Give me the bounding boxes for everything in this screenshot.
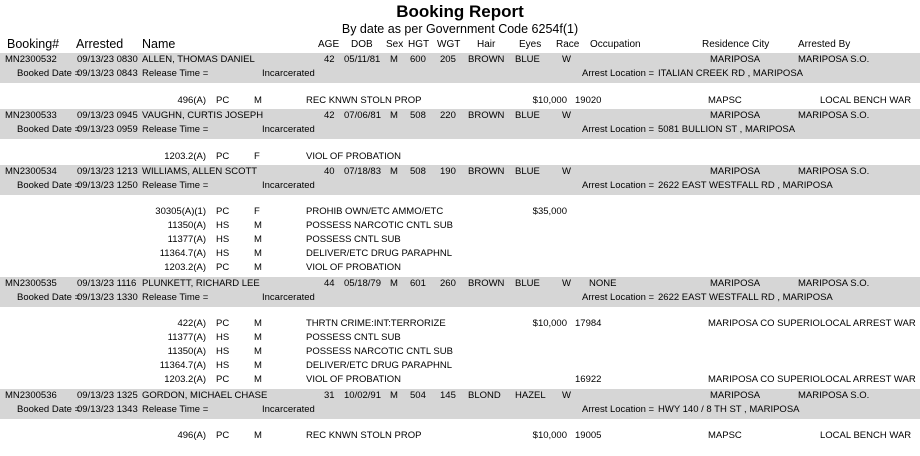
col-arrested-by: Arrested By (798, 39, 851, 50)
warrant-type: LOCAL ARREST WAR (820, 318, 916, 329)
age: 42 (324, 54, 335, 65)
eyes: BLUE (515, 278, 540, 289)
charge-type: HS (216, 248, 230, 259)
charge-type: HS (216, 220, 230, 231)
residence-city: MARIPOSA (710, 110, 761, 121)
eyes: BLUE (515, 110, 540, 121)
booking-number: MN2300533 (5, 110, 57, 121)
custody-status: Incarcerated (262, 292, 315, 303)
charge-code: 1203.2(A) (164, 262, 206, 273)
residence-city: MARIPOSA (710, 278, 761, 289)
charge-description: REC KNWN STOLN PROP (306, 430, 422, 441)
col-residence-city: Residence City (702, 39, 770, 50)
arrest-location-label: Arrest Location = (582, 292, 655, 303)
weight: 190 (440, 166, 456, 177)
charge-level: M (254, 374, 262, 385)
col-name: Name (142, 37, 176, 51)
charge-code: 11364.7(A) (159, 248, 206, 259)
report-title: Booking Report (396, 2, 524, 21)
arrest-location: 5081 BULLION ST , MARIPOSA (658, 124, 796, 135)
charge-type: HS (216, 346, 230, 357)
arrested-datetime: 09/13/23 1116 (77, 278, 137, 289)
charge-code: 11377(A) (167, 234, 206, 245)
arrested-by: MARIPOSA S.O. (798, 390, 870, 401)
booked-date: 09/13/23 0843 (77, 68, 138, 79)
age: 42 (324, 110, 335, 121)
custody-status: Incarcerated (262, 180, 315, 191)
warrant-type: LOCAL BENCH WAR (820, 95, 912, 106)
booked-date: 09/13/23 1330 (77, 292, 138, 303)
arrest-location-label: Arrest Location = (582, 124, 655, 135)
booked-date-label: Booked Date = (17, 180, 81, 191)
booked-date-label: Booked Date = (17, 404, 81, 415)
age: 44 (324, 278, 335, 289)
occupation: NONE (589, 278, 617, 289)
report-subtitle: By date as per Government Code 6254f(1) (341, 22, 579, 36)
release-time-label: Release Time = (142, 180, 209, 191)
arrest-location-label: Arrest Location = (582, 404, 655, 415)
custody-status: Incarcerated (262, 124, 315, 135)
charge-level: F (254, 151, 260, 162)
charge-code: 11364.7(A) (159, 360, 206, 371)
weight: 145 (440, 390, 456, 401)
charge-type: PC (216, 206, 230, 217)
race: W (562, 166, 571, 177)
case-number: 19005 (575, 430, 602, 441)
height: 508 (410, 166, 426, 177)
charge-code: 496(A) (177, 95, 206, 106)
charge-description: POSSESS CNTL SUB (306, 234, 401, 245)
charge-level: M (254, 332, 262, 343)
col-booking: Booking# (7, 37, 60, 51)
warrant-type: LOCAL ARREST WAR (820, 374, 916, 385)
person-name: VAUGHN, CURTIS JOSEPH (142, 110, 264, 121)
case-number: 17984 (575, 318, 602, 329)
charge-code: 11350(A) (167, 220, 206, 231)
arrest-location: 2622 EAST WESTFALL RD , MARIPOSA (658, 292, 833, 303)
charge-code: 11350(A) (167, 346, 206, 357)
charge-type: PC (216, 318, 230, 329)
charge-type: PC (216, 262, 230, 273)
residence-city: MARIPOSA (710, 166, 761, 177)
bail-amount: $10,000 (532, 430, 567, 441)
col-race: Race (556, 39, 580, 50)
bail-amount: $10,000 (532, 95, 567, 106)
charge-description: VIOL OF PROBATION (306, 262, 402, 273)
person-name: GORDON, MICHAEL CHASE (142, 390, 268, 401)
charge-description: POSSESS NARCOTIC CNTL SUB (306, 346, 453, 357)
case-number: 19020 (575, 95, 602, 106)
charge-code: 11377(A) (167, 332, 206, 343)
charge-level: M (254, 430, 262, 441)
booking-number: MN2300536 (5, 390, 57, 401)
race: W (562, 390, 571, 401)
booked-date: 09/13/23 1343 (77, 404, 138, 415)
arrest-location: HWY 140 / 8 TH ST , MARIPOSA (658, 404, 800, 415)
dob: 07/18/83 (344, 166, 381, 177)
hair: BLOND (468, 390, 501, 401)
col-sex: Sex (386, 39, 404, 50)
court: MAPSC (708, 430, 742, 441)
charge-type: HS (216, 360, 230, 371)
hair: BROWN (468, 110, 505, 121)
charge-description: REC KNWN STOLN PROP (306, 95, 422, 106)
arrested-datetime: 09/13/23 0945 (77, 110, 138, 121)
court: MAPSC (708, 95, 742, 106)
charge-level: M (254, 234, 262, 245)
release-time-label: Release Time = (142, 68, 209, 79)
eyes: BLUE (515, 166, 540, 177)
charge-level: M (254, 262, 262, 273)
sex: M (390, 390, 398, 401)
col-wgt: WGT (437, 39, 461, 50)
age: 31 (324, 390, 335, 401)
charge-code: 1203.2(A) (164, 374, 206, 385)
release-time-label: Release Time = (142, 292, 209, 303)
charge-code: 422(A) (177, 318, 206, 329)
person-name: WILLIAMS, ALLEN SCOTT (142, 166, 258, 177)
dob: 07/06/81 (344, 110, 381, 121)
dob: 10/02/91 (344, 390, 381, 401)
charge-description: PROHIB OWN/ETC AMMO/ETC (306, 206, 444, 217)
case-number: 16922 (575, 374, 602, 385)
charge-code: 496(A) (177, 430, 206, 441)
sex: M (390, 54, 398, 65)
charge-type: PC (216, 374, 230, 385)
col-age: AGE (318, 39, 340, 50)
booking-number: MN2300534 (5, 166, 57, 177)
bail-amount: $35,000 (532, 206, 567, 217)
arrest-location-label: Arrest Location = (582, 180, 655, 191)
charge-level: F (254, 206, 260, 217)
charge-level: M (254, 248, 262, 259)
bail-amount: $10,000 (532, 318, 567, 329)
race: W (562, 278, 571, 289)
height: 601 (410, 278, 426, 289)
booking-number: MN2300532 (5, 54, 57, 65)
booked-date: 09/13/23 1250 (77, 180, 138, 191)
col-hgt: HGT (408, 39, 430, 50)
col-dob: DOB (351, 39, 373, 50)
col-arrested: Arrested (76, 37, 124, 51)
charge-level: M (254, 360, 262, 371)
dob: 05/18/79 (344, 278, 381, 289)
sex: M (390, 278, 398, 289)
custody-status: Incarcerated (262, 404, 315, 415)
sex: M (390, 166, 398, 177)
arrested-by: MARIPOSA S.O. (798, 110, 870, 121)
court: MARIPOSA CO SUPERIO (708, 374, 820, 385)
warrant-type: LOCAL BENCH WAR (820, 430, 912, 441)
arrested-by: MARIPOSA S.O. (798, 166, 870, 177)
charge-level: M (254, 346, 262, 357)
weight: 260 (440, 278, 456, 289)
person-name: PLUNKETT, RICHARD LEE (142, 278, 260, 289)
arrested-datetime: 09/13/23 0830 (77, 54, 138, 65)
charge-description: VIOL OF PROBATION (306, 374, 402, 385)
charge-description: POSSESS NARCOTIC CNTL SUB (306, 220, 453, 231)
booked-date: 09/13/23 0959 (77, 124, 138, 135)
hair: BROWN (468, 278, 505, 289)
height: 508 (410, 110, 426, 121)
weight: 205 (440, 54, 456, 65)
sex: M (390, 110, 398, 121)
booking-number: MN2300535 (5, 278, 57, 289)
release-time-label: Release Time = (142, 124, 209, 135)
custody-status: Incarcerated (262, 68, 315, 79)
race: W (562, 54, 571, 65)
charge-type: HS (216, 234, 230, 245)
age: 40 (324, 166, 335, 177)
hair: BROWN (468, 166, 505, 177)
charge-description: VIOL OF PROBATION (306, 151, 402, 162)
charge-code: 30305(A)(1) (155, 206, 206, 217)
col-eyes: Eyes (519, 39, 542, 50)
eyes: HAZEL (515, 390, 546, 401)
height: 504 (410, 390, 426, 401)
charge-type: PC (216, 95, 230, 106)
weight: 220 (440, 110, 456, 121)
release-time-label: Release Time = (142, 404, 209, 415)
charge-type: PC (216, 430, 230, 441)
arrested-by: MARIPOSA S.O. (798, 54, 870, 65)
charge-description: DELIVER/ETC DRUG PARAPHNL (306, 360, 453, 371)
eyes: BLUE (515, 54, 540, 65)
booked-date-label: Booked Date = (17, 292, 81, 303)
charge-type: HS (216, 332, 230, 343)
arrested-datetime: 09/13/23 1325 (77, 390, 138, 401)
charge-description: THRTN CRIME:INT:TERRORIZE (306, 318, 446, 329)
person-name: ALLEN, THOMAS DANIEL (142, 54, 255, 65)
arrest-location-label: Arrest Location = (582, 68, 655, 79)
charge-description: DELIVER/ETC DRUG PARAPHNL (306, 248, 453, 259)
arrested-by: MARIPOSA S.O. (798, 278, 870, 289)
arrest-location: ITALIAN CREEK RD , MARIPOSA (658, 68, 803, 79)
height: 600 (410, 54, 426, 65)
charge-type: PC (216, 151, 230, 162)
hair: BROWN (468, 54, 505, 65)
court: MARIPOSA CO SUPERIO (708, 318, 820, 329)
race: W (562, 110, 571, 121)
booked-date-label: Booked Date = (17, 124, 81, 135)
charge-level: M (254, 95, 262, 106)
dob: 05/11/81 (344, 54, 381, 65)
charge-level: M (254, 220, 262, 231)
booked-date-label: Booked Date = (17, 68, 81, 79)
charge-level: M (254, 318, 262, 329)
arrested-datetime: 09/13/23 1213 (77, 166, 138, 177)
residence-city: MARIPOSA (710, 390, 761, 401)
charge-code: 1203.2(A) (164, 151, 206, 162)
arrest-location: 2622 EAST WESTFALL RD , MARIPOSA (658, 180, 833, 191)
col-hair: Hair (477, 39, 496, 50)
col-occupation: Occupation (590, 39, 641, 50)
charge-description: POSSESS CNTL SUB (306, 332, 401, 343)
residence-city: MARIPOSA (710, 54, 761, 65)
